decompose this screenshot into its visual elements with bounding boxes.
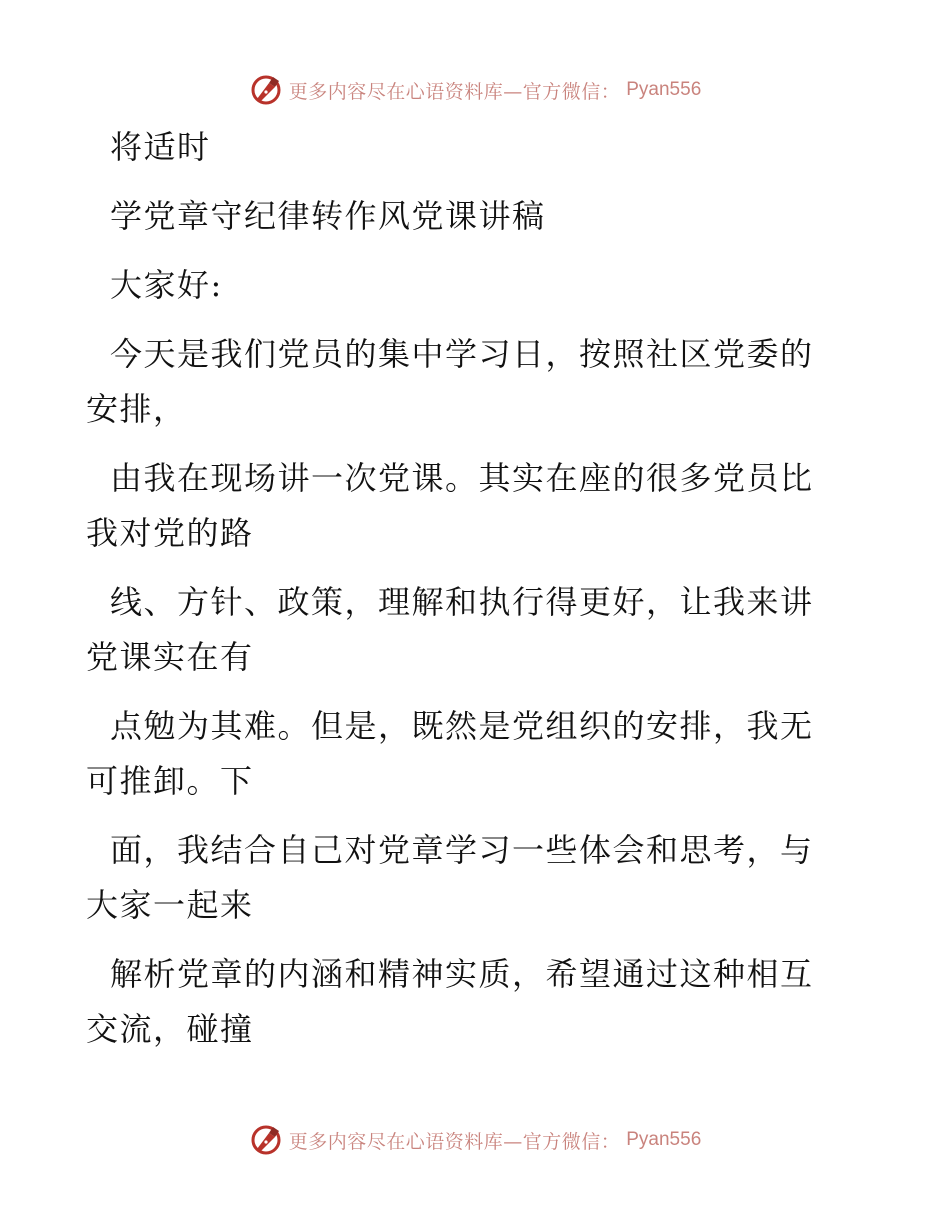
footer-wechat-handle: Pyan556 xyxy=(626,1129,702,1150)
text-line: 点勉为其难。但是，既然是党组织的安排，我无 xyxy=(110,707,814,745)
pen-nib-logo-icon xyxy=(249,1123,283,1157)
header-banner xyxy=(0,70,950,110)
footer-banner-text: 更多内容尽在心语资料库—官方微信： xyxy=(288,1130,621,1153)
text-line: 将适时 xyxy=(110,128,211,166)
paragraph xyxy=(86,699,858,809)
header-wechat-handle: Pyan556 xyxy=(626,79,702,100)
text-line: 可推卸。下 xyxy=(86,762,254,800)
text-line: 安排， xyxy=(86,390,187,428)
text-line: 线、方针、政策，理解和执行得更好，让我来讲 xyxy=(110,583,814,621)
document-body xyxy=(86,120,858,1071)
document-title xyxy=(98,189,858,244)
text-line: 我对党的路 xyxy=(86,514,254,552)
text-line: 学党章守纪律转作风党课讲稿 xyxy=(110,197,546,235)
paragraph xyxy=(86,947,858,1057)
text-line: 大家一起来 xyxy=(86,886,254,924)
text-line: 解析党章的内涵和精神实质，希望通过这种相互 xyxy=(110,955,814,993)
paragraph xyxy=(98,120,858,175)
pen-nib-logo-icon xyxy=(249,73,283,107)
text-line: 交流，碰撞 xyxy=(86,1010,254,1048)
text-line: 面，我结合自己对党章学习一些体会和思考，与 xyxy=(110,831,814,869)
text-line: 党课实在有 xyxy=(86,638,254,676)
text-line: 今天是我们党员的集中学习日，按照社区党委的 xyxy=(110,335,814,373)
paragraph xyxy=(86,575,858,685)
greeting xyxy=(98,258,858,313)
header-banner-text: 更多内容尽在心语资料库—官方微信： xyxy=(288,80,621,103)
text-line: 由我在现场讲一次党课。其实在座的很多党员比 xyxy=(110,459,814,497)
paragraph xyxy=(86,327,858,437)
footer-banner xyxy=(0,1120,950,1160)
paragraph xyxy=(86,451,858,561)
text-line: 大家好: xyxy=(110,266,223,304)
paragraph xyxy=(86,823,858,933)
